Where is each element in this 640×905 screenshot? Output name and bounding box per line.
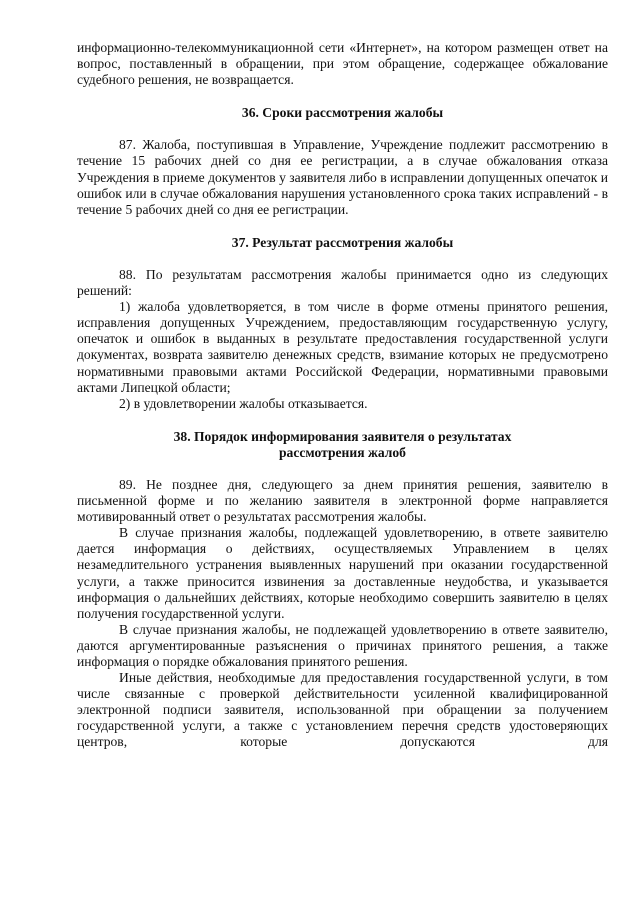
section-36-heading: 36. Сроки рассмотрения жалобы [241, 105, 444, 121]
paragraph-other-actions: Иные действия, необходимые для предоставления государственной услуги, в том числе связанные с проверкой действительности усиленной квалифицированной электронной подписи заявителя, использованной при обращении за получением государственной услуги, а также с установлением перечня средств удостоверяющих центров, которые допускаются для [77, 670, 608, 750]
section-37-heading: 37. Результат рассмотрения жалобы [231, 234, 454, 250]
decision-item-2: 2) в удовлетворении жалобы отказывается. [119, 395, 368, 411]
spacer [77, 412, 608, 429]
paragraph-satisfied: В случае признания жалобы, подлежащей удовлетворению, в ответе заявителю дается информация о действиях, осуществляемых Управлением в целях незамедлительного устранения выявленных нарушений при оказании государственной услуги, а также приносится извинения за доставленные неудобства, и указывается информация о дальнейших действиях, которые необходимо совершить заявителю в целях получения государственной услуги. [77, 525, 608, 621]
paragraph-89: 89. Не позднее дня, следующего за днем принятия решения, заявителю в письменной форме и по желанию заявителя в электронной форме направляется мотивированный ответ о результатах рассмотрения жалобы. [77, 476, 608, 525]
paragraph-87: 87. Жалоба, поступившая в Управление, Учреждение подлежит рассмотрению в течение 15 рабочих дней со дня ее регистрации, а в случае обжалования отказа Учреждения в приеме документов у заявителя либо в исправлении допущенных опечаток и ошибок или в случае обжалования нарушения установленного срока таких исправлений - в течение 5 рабочих дней со дня ее регистрации. [77, 137, 609, 217]
decision-item-1: 1) жалоба удовлетворяется, в том числе в форме отмены принятого решения, исправления допущенных Учреждением, предоставляющим государственную услугу, опечаток и ошибок в выданных в результате предоставления государственной услуги документах, возврата заявителю денежных средств, взимание которых не предусмотрено нормативными правовыми актами Российской Федерации, нормативными правовыми актами Липецкой области; [77, 299, 608, 395]
spacer [77, 121, 608, 137]
spacer [77, 218, 608, 235]
spacer [77, 461, 608, 477]
spacer [77, 251, 608, 267]
section-38-heading-line-2: рассмотрения жалоб [279, 444, 406, 460]
paragraph-rejected: В случае признания жалобы, не подлежащей удовлетворению в ответе заявителю, даются аргументированные разъяснения о причинах принятого решения, а также информация о порядке обжалования принятого решения. [77, 621, 608, 669]
spacer [77, 88, 608, 105]
intro-paragraph: информационно-телекоммуникационной сети «Интернет», на котором размещен ответ на вопрос, поставленный в обращении, при этом обращение, содержащее обжалование судебного решения, не возвращается. [77, 40, 608, 88]
paragraph-88: 88. По результатам рассмотрения жалобы принимается одно из следующих решений: [77, 266, 608, 299]
section-38-heading-line-1: 38. Порядок информирования заявителя о результатах [173, 428, 512, 444]
